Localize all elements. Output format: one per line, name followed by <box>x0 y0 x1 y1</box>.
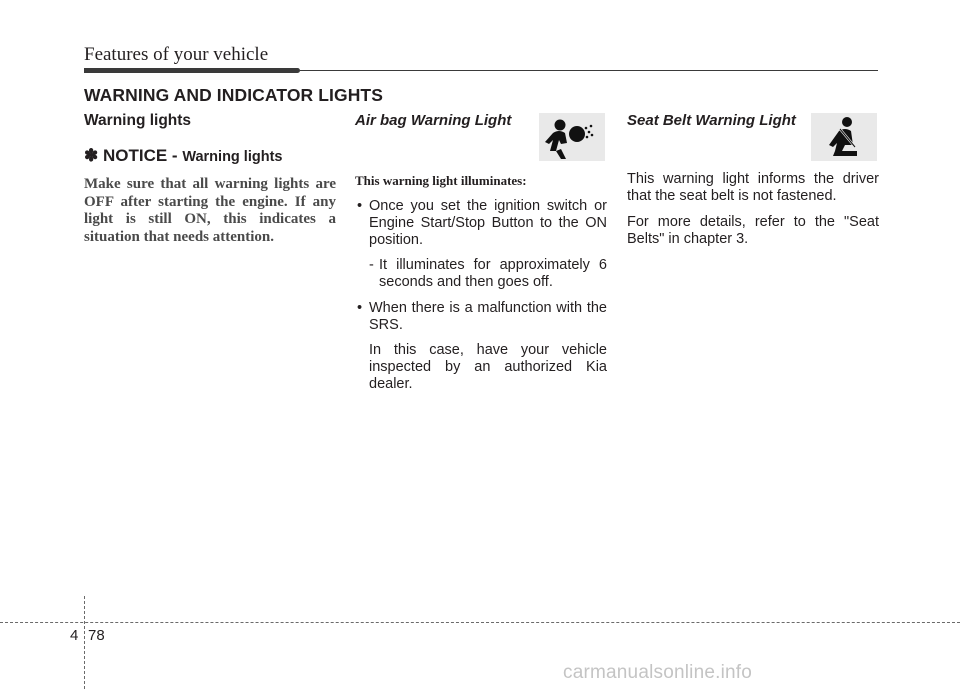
watermark: carmanualsonline.info <box>563 662 753 683</box>
header-rule-thin <box>300 70 878 71</box>
notice-subtitle: Warning lights <box>182 149 283 165</box>
airbag-bullet-2 <box>355 300 607 334</box>
airbag-bullet-2-text: When there is a malfunction with the SRS. <box>369 300 607 333</box>
airbag-bullet-2-sub: In this case, have your vehicle inspected by an authorized Kia dealer. <box>369 342 607 392</box>
section-title: WARNING AND INDICATOR LIGHTS <box>84 85 383 105</box>
seat-belt-para-1: This warning light informs the driver that the seat belt is not fastened. <box>627 171 879 204</box>
column-seat-belt-warning <box>627 110 879 248</box>
notice-label: NOTICE - <box>102 146 183 165</box>
notice-heading <box>84 146 336 167</box>
bullet-dot: • <box>357 300 363 316</box>
chapter-number: 4 <box>70 627 79 644</box>
airbag-bullet-1-sub-text: It illuminates for approximately 6 seconds and then goes off. <box>379 257 607 290</box>
notice-star-icon: ✽ <box>84 146 99 165</box>
airbag-bullet-1 <box>355 198 607 249</box>
page-number: 78 <box>88 627 105 644</box>
seat-belt-warning-heading: Seat Belt Warning Light <box>627 112 796 129</box>
footer-divider <box>84 596 85 689</box>
column-warning-lights <box>84 110 336 246</box>
column-airbag-warning <box>355 110 607 393</box>
footer-rule <box>0 622 960 623</box>
airbag-warning-heading: Air bag Warning Light <box>355 112 512 129</box>
seat-belt-para-2: For more details, refer to the "Seat Belts" in chapter 3. <box>627 214 879 247</box>
header-title: Features of your vehicle <box>84 44 269 65</box>
airbag-bullet-1-sub <box>355 257 607 291</box>
warning-lights-heading: Warning lights <box>84 112 192 129</box>
airbag-intro: This warning light illuminates: <box>355 173 527 188</box>
sub-dash: - <box>369 257 374 273</box>
bullet-dot: • <box>357 198 363 214</box>
header-rule-thick <box>84 68 300 73</box>
notice-text: Make sure that all warning lights are OFF after starting the engine. If any light is still ON, this indicates a situation that needs attention. <box>84 176 336 245</box>
airbag-warning-icon <box>539 113 605 161</box>
seat-belt-warning-icon <box>811 113 877 161</box>
airbag-bullet-1-text: Once you set the ignition switch or Engine Start/Stop Button to the ON position. <box>369 198 607 248</box>
